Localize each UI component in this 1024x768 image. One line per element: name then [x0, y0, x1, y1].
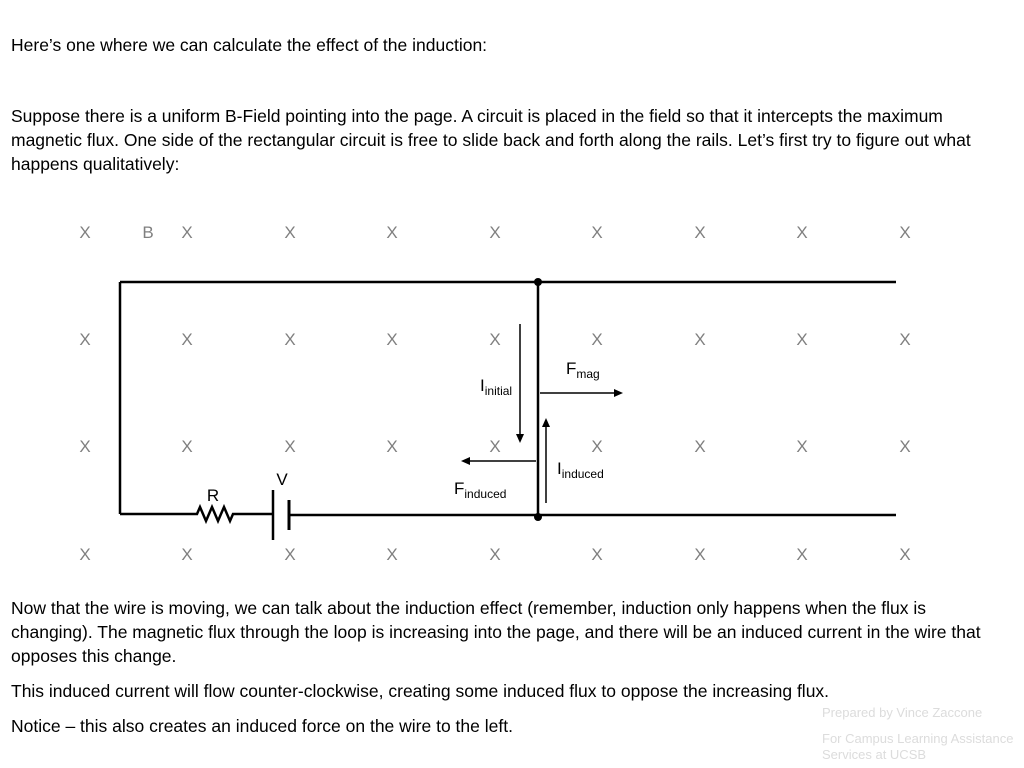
credit-author: Prepared by Vince Zaccone: [822, 705, 983, 720]
field-marker-x: X: [694, 545, 706, 564]
field-marker-x: X: [796, 545, 808, 564]
field-marker-x: X: [796, 223, 808, 242]
field-marker-x: X: [796, 437, 808, 456]
field-marker-x: X: [694, 437, 706, 456]
field-marker-x: X: [284, 223, 296, 242]
field-marker-x: X: [79, 330, 91, 349]
field-marker-x: X: [591, 437, 603, 456]
intro-text: Here’s one where we can calculate the effect of the induction:: [11, 35, 488, 55]
field-marker-x: X: [489, 437, 501, 456]
field-marker-x: X: [79, 437, 91, 456]
i-induced-arrowhead: [542, 418, 550, 427]
credit-organization: For Campus Learning Assistance Services at UCSB: [822, 731, 1014, 762]
field-marker-x: X: [181, 437, 193, 456]
field-marker-x: X: [694, 330, 706, 349]
f-mag-arrowhead: [614, 389, 623, 397]
field-marker-x: X: [489, 223, 501, 242]
field-marker-x: X: [694, 223, 706, 242]
field-marker-x: X: [181, 223, 193, 242]
field-marker-x: X: [899, 330, 911, 349]
explanation-paragraph-3: Notice – this also creates an induced force on the wire to the left.: [11, 716, 513, 736]
f-induced-label: $F_{induced}$: [454, 479, 507, 501]
f-induced-arrowhead: [461, 457, 470, 465]
sliding-contact-bottom: [534, 513, 542, 521]
field-marker-x: X: [796, 330, 808, 349]
field-marker-x: X: [284, 330, 296, 349]
i-initial-arrowhead: [516, 434, 524, 443]
resistor-label: R: [206, 486, 220, 505]
field-marker-x: X: [181, 545, 193, 564]
setup-text: Suppose there is a uniform B-Field pointing into the page. A circuit is placed in the field so that it intercepts the maximum magnetic flux. One side of the rectangular circuit is free to slide back and forth along the rails. Let’s first try to figure out what happens qualitatively:: [11, 106, 971, 174]
i-induced-label: $I_{induced}$: [557, 459, 604, 481]
field-marker-x: X: [181, 330, 193, 349]
field-marker-x: X: [591, 223, 603, 242]
field-marker-x: X: [79, 223, 91, 242]
field-marker-x: X: [899, 545, 911, 564]
field-marker-x: X: [899, 223, 911, 242]
field-marker-x: X: [591, 545, 603, 564]
explanation-paragraph-2: This induced current will flow counter-clockwise, creating some induced flux to oppose the increasing flux.: [11, 681, 830, 701]
resistor-symbol: [190, 507, 240, 521]
field-marker-x: X: [386, 223, 398, 242]
sliding-contact-top: [534, 278, 542, 286]
battery-label: V: [276, 470, 288, 489]
field-label: B: [142, 223, 154, 242]
field-marker-x: X: [79, 545, 91, 564]
field-marker-x: X: [284, 437, 296, 456]
field-marker-x: X: [591, 330, 603, 349]
field-marker-x: X: [489, 330, 501, 349]
field-marker-x: X: [284, 545, 296, 564]
field-marker-x: X: [386, 330, 398, 349]
field-marker-x: X: [386, 437, 398, 456]
i-initial-label: $I_{initial}$: [480, 376, 513, 398]
field-marker-x: X: [899, 437, 911, 456]
explanation-paragraph-1: Now that the wire is moving, we can talk about the induction effect (remember, induction only happens when the flux is changing). The magnetic flux through the loop is increasing into the page, and there will be an induced current in the wire that opposes this change.: [11, 598, 981, 666]
field-marker-x: X: [386, 545, 398, 564]
f-mag-label: $F_{mag}$: [566, 359, 600, 381]
field-marker-x: X: [489, 545, 501, 564]
